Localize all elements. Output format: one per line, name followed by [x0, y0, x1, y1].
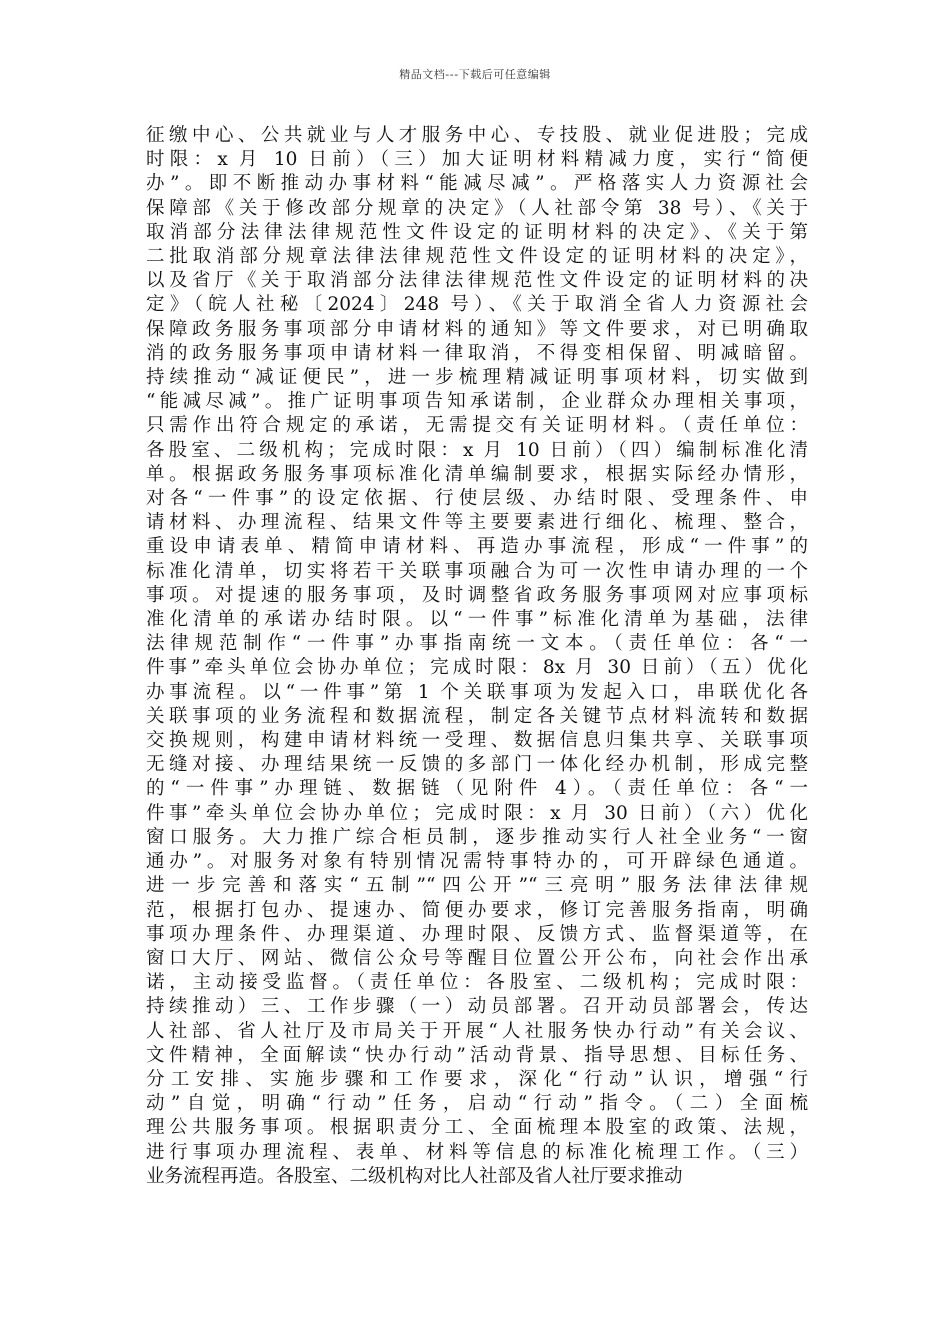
text-line: 各股室、二级机构；完成时限：x 月 10 日前）（四）编制标准化清 [146, 439, 808, 461]
text-line: 持续推动“减证便民”，进一步梳理精减证明事项材料，切实做到 [146, 367, 808, 389]
text-line: 二批取消部分规章法律法律规范性文件设定的证明材料的决定》， [146, 246, 808, 268]
document-body [146, 124, 808, 1189]
text-line: 的“一件事”办理链、数据链（见附件 4）。（责任单位：各“一 [146, 778, 808, 800]
text-line: 定》（皖人社秘〔2024〕248 号）、《关于取消全省人力资源社会 [146, 294, 808, 316]
text-line: 对各“一件事”的设定依据、行使层级、办结时限、受理条件、申 [146, 488, 808, 510]
text-line: 请材料、办理流程、结果文件等主要要素进行细化、梳理、整合， [146, 512, 808, 534]
text-line: 分工安排、实施步骤和工作要求，深化“行动”认识，增强“行 [146, 1068, 808, 1090]
text-line: 准化清单的承诺办结时限。以“一件事”标准化清单为基础，法律 [146, 609, 808, 631]
text-line: 文件精神，全面解读“快办行动”活动背景、指导思想、目标任务、 [146, 1044, 808, 1066]
text-line: 窗口服务。大力推广综合柜员制，逐步推动实行人社全业务“一窗 [146, 826, 808, 848]
text-line: 重设申请表单、精简申请材料、再造办事流程，形成“一件事”的 [146, 536, 808, 558]
text-line: 办事流程。以“一件事”第 1 个关联事项为发起入口，串联优化各 [146, 681, 808, 703]
text-line: “能减尽减”。推广证明事项告知承诺制，企业群众办理相关事项， [146, 391, 808, 413]
text-line: 进行事项办理流程、表单、材料等信息的标准化梳理工作。（三） [146, 1141, 808, 1163]
text-line: 诺，主动接受监督。（责任单位：各股室、二级机构；完成时限： [146, 972, 808, 994]
text-line: 法律规范制作“一件事”办事指南统一文本。（责任单位：各“一 [146, 633, 808, 655]
text-line: 动”自觉，明确“行动”任务，启动“行动”指令。（二）全面梳 [146, 1093, 808, 1115]
text-line: 保障政务服务事项部分申请材料的通知》等文件要求，对已明确取 [146, 318, 808, 340]
text-line: 业务流程再造。各股室、二级机构对比人社部及省人社厅要求推动 [146, 1165, 683, 1187]
text-line: 窗口大厅、网站、微信公众号等醒目位置公开公布，向社会作出承 [146, 947, 808, 969]
text-line: 通办”。对服务对象有特别情况需特事特办的，可开辟绿色通道。 [146, 851, 808, 873]
text-line: 办”。即不断推动办事材料“能减尽减”。严格落实人力资源社会 [146, 173, 808, 195]
text-line: 范，根据打包办、提速办、简便办要求，修订完善服务指南，明确 [146, 899, 808, 921]
text-line: 持续推动）三、工作步骤（一）动员部署。召开动员部署会，传达 [146, 996, 808, 1018]
page-header: 精品文档---下载后可任意编辑 [399, 68, 551, 81]
text-line: 取消部分法律法律规范性文件设定的证明材料的决定》、《关于第 [146, 221, 808, 243]
text-line: 关联事项的业务流程和数据流程，制定各关键节点材料流转和数据 [146, 705, 808, 727]
text-line: 人社部、省人社厅及市局关于开展“人社服务快办行动”有关会议、 [146, 1020, 808, 1042]
text-line: 以及省厅《关于取消部分法律法律规范性文件设定的证明材料的决 [146, 270, 808, 292]
text-line: 保障部《关于修改部分规章的决定》（人社部令第 38 号）、《关于 [146, 197, 808, 219]
text-line: 标准化清单，切实将若干关联事项融合为可一次性申请办理的一个 [146, 560, 808, 582]
text-line: 单。根据政务服务事项标准化清单编制要求，根据实际经办情形， [146, 463, 808, 485]
text-line: 事项。对提速的服务事项，及时调整省政务服务事项网对应事项标 [146, 584, 808, 606]
text-line: 事项办理条件、办理渠道、办理时限、反馈方式、监督渠道等，在 [146, 923, 808, 945]
text-line: 件事”牵头单位会协办单位；完成时限：8x 月 30 日前）（五）优化 [146, 657, 808, 679]
text-line: 只需作出符合规定的承诺，无需提交有关证明材料。（责任单位： [146, 415, 808, 437]
text-line: 进一步完善和落实“五制”“四公开”“三亮明”服务法律法律规 [146, 875, 808, 897]
text-line: 交换规则，构建申请材料统一受理、数据信息归集共享、关联事项 [146, 730, 808, 752]
text-line: 时限：x 月 10 日前）（三）加大证明材料精减力度，实行“简便 [146, 149, 808, 171]
text-line: 消的政务服务事项申请材料一律取消，不得变相保留、明减暗留。 [146, 342, 808, 364]
text-line: 无缝对接、办理结果统一反馈的多部门一体化经办机制，形成完整 [146, 754, 808, 776]
text-line: 理公共服务事项。根据职责分工、全面梳理本股室的政策、法规， [146, 1117, 808, 1139]
text-line: 征缴中心、公共就业与人才服务中心、专技股、就业促进股；完成 [146, 125, 808, 146]
text-line: 件事”牵头单位会协办单位；完成时限：x 月 30 日前）（六）优化 [146, 802, 808, 824]
